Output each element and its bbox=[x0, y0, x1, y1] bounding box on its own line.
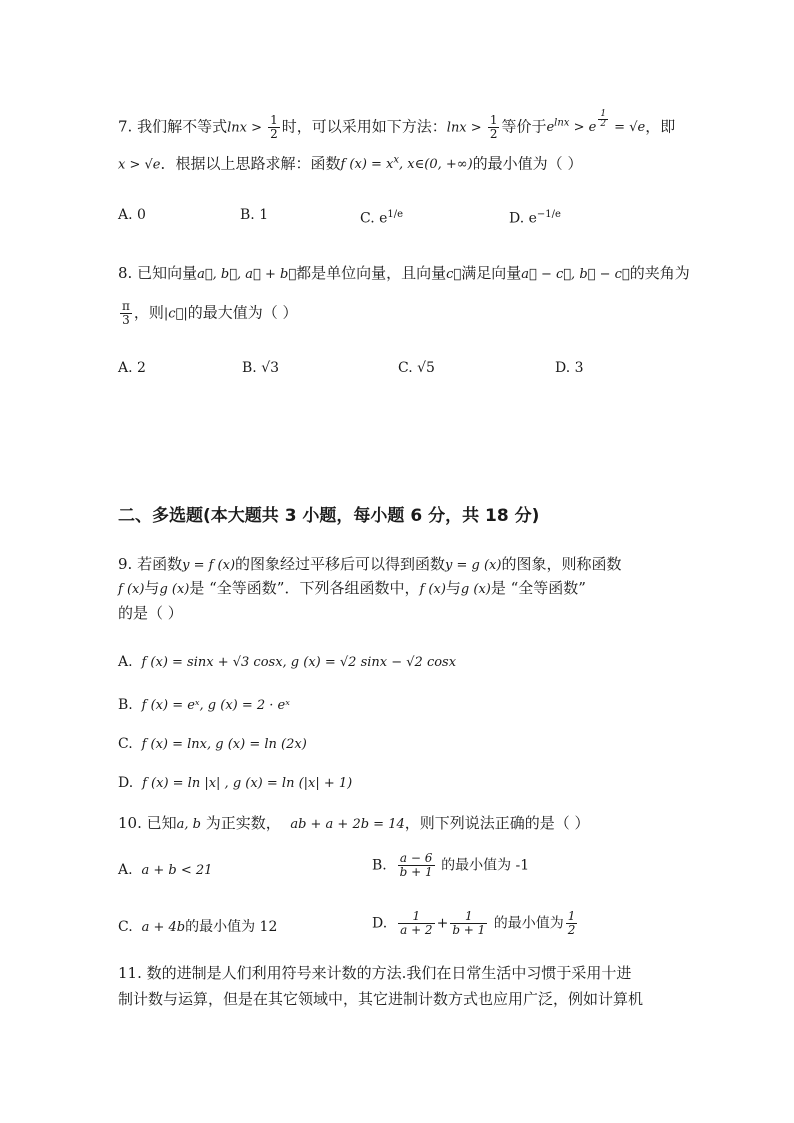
q10-option-d: D. $\frac{1}{a + 2}$ + $\frac{1}{b + 1}$ 的最小值为 $\frac{1}{2}$ bbox=[372, 909, 576, 937]
q7-inequality-2: lnx > bbox=[446, 120, 486, 136]
q7-exp-inequality: $e^{lnx} > e$ $\frac{1}{2}$ = √e bbox=[546, 109, 646, 136]
q9-option-d: D. f (x) = ln |x| , g (x) = ln (|x| + 1) bbox=[118, 775, 353, 791]
q8-option-b: B. √3 bbox=[242, 360, 280, 376]
q8-vector-c: c⃗ bbox=[446, 267, 462, 282]
q11-line2: 制计数与运算，但是在其它领域中，其它进制计数方式也应用广泛，例如计算机 bbox=[118, 990, 644, 1008]
q10-option-b: B. $\frac{a - 6}{b + 1}$ 的最小值为 -1 bbox=[372, 851, 530, 879]
q8-magnitude: |c⃗| bbox=[163, 306, 188, 322]
q8-option-a: A. 2 bbox=[118, 360, 146, 376]
q9-option-c: C. f (x) = lnx, g (x) = ln (2x) bbox=[118, 736, 307, 752]
q7-function: f $(x) = x^x$, x∈(0, +∞) bbox=[340, 155, 473, 173]
q7-text: 7. 我们解不等式 bbox=[118, 117, 228, 136]
q8-text: 满足向量 bbox=[461, 264, 522, 282]
q8-text: 都是单位向量，且向量 bbox=[296, 264, 447, 282]
q7-fraction-half: $\frac{1}{2}$ bbox=[270, 112, 278, 141]
q7-option-b: B. 1 bbox=[240, 207, 269, 223]
q7-line2 bbox=[118, 150, 582, 176]
q9-line1: 9. 若函数y = f (x)的图象经过平移后可以得到函数y = g (x)的图象，则称函数 bbox=[118, 555, 622, 573]
q9-option-a: A. f (x) = sinx + √3 cosx, g (x) = √2 sinx − √2 cosx bbox=[118, 654, 457, 670]
q8-line2 bbox=[118, 300, 298, 327]
q7-option-d: D. $e^{-1/e}$ bbox=[509, 209, 561, 227]
q9-line3: 的是（ ） bbox=[118, 604, 183, 622]
q8-angle-fraction: $\frac{\pi}{3}$ bbox=[122, 299, 130, 327]
q8-vectors: a⃗, b⃗, a⃗ + b⃗ bbox=[197, 267, 297, 282]
q7-line1 bbox=[118, 110, 675, 141]
q9-option-b: B. f (x) = eˣ, g (x) = 2 · eˣ bbox=[118, 697, 290, 713]
q8-text: ，则 bbox=[133, 303, 164, 322]
section-heading: 二、多选题(本大题共 3 小题，每小题 6 分，共 18 分) bbox=[118, 506, 540, 526]
q7-option-c: C. $e^{1/e}$ bbox=[360, 209, 404, 227]
q8-option-c: C. √5 bbox=[398, 360, 435, 376]
q7-text: ．根据以上思路求解：函数 bbox=[160, 154, 341, 173]
q10-option-a: A. a + b < 21 bbox=[118, 862, 213, 878]
q8-text: 8. 已知向量 bbox=[118, 264, 198, 282]
q8-text: 的最大值为（ ） bbox=[187, 303, 298, 322]
q7-text: 的最小值为（ ） bbox=[472, 154, 583, 173]
q7-fraction-half-2: $\frac{1}{2}$ bbox=[489, 112, 498, 141]
q7-option-a: A. 0 bbox=[118, 207, 146, 223]
q7-text: 时，可以采用如下方法： bbox=[281, 117, 447, 136]
q10-line1: 10. 已知a, b 为正实数， ab + a + 2b = 14，则下列说法正确的是（ ） bbox=[118, 814, 590, 832]
q11-line1: 11. 数的进制是人们利用符号来计数的方法.我们在日常生活中习惯于采用十进 bbox=[118, 964, 632, 982]
q8-vector-diff: a⃗ − c⃗, b⃗ − c⃗ bbox=[521, 267, 630, 282]
q10-option-c: C. a + 4b的最小值为 12 bbox=[118, 919, 278, 935]
q7-text: ，即 bbox=[645, 117, 676, 136]
q8-text: 的夹角为 bbox=[629, 264, 690, 282]
q7-result: x > √e bbox=[118, 157, 161, 173]
q8-line1 bbox=[118, 262, 690, 286]
q7-text: 等价于 bbox=[501, 117, 547, 136]
q9-line2: f (x)与g (x)是 “全等函数”．下列各组函数中，f (x)与g (x)是 “全等函数” bbox=[118, 579, 586, 597]
q8-option-d: D. 3 bbox=[555, 360, 584, 376]
q7-inequality: lnx > bbox=[227, 120, 267, 136]
